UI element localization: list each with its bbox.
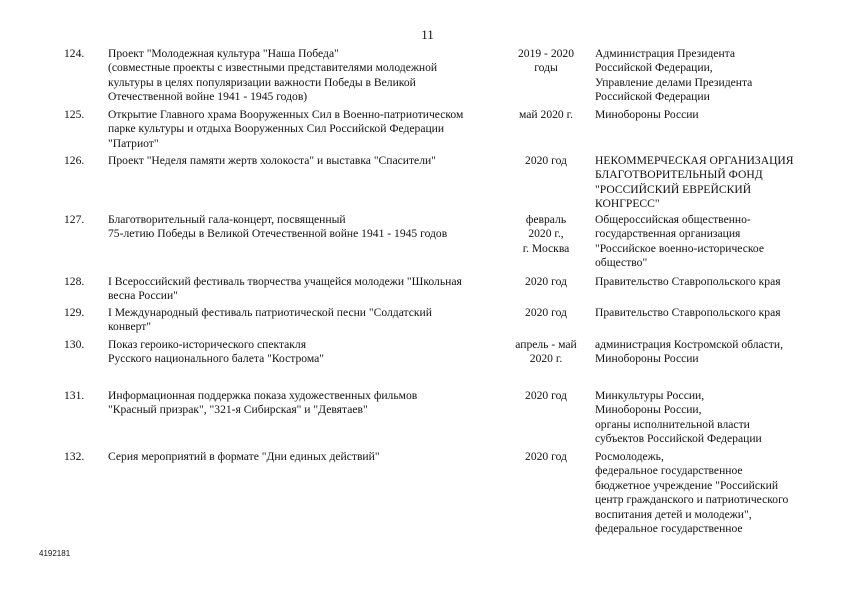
date-line: февраль [525, 213, 567, 226]
description-line: Отечественной войне 1941 - 1945 годов) [108, 90, 308, 104]
responsible-line: воспитания детей и молодежи", [595, 507, 752, 521]
page-number: 11 [421, 27, 434, 42]
description-line: 75-летию Победы в Великой Отечественной войне 1941 - 1945 годов [108, 227, 448, 241]
responsible-party [595, 154, 845, 212]
responsible-line: Правительство Ставропольского края [595, 306, 781, 319]
event-date [505, 338, 587, 367]
event-date [505, 213, 587, 256]
description-line: Благотворительный гала-концерт, посвященный [108, 213, 346, 226]
event-description [108, 389, 503, 418]
row-number: 125. [64, 108, 85, 121]
responsible-line: Правительство Ставропольского края [595, 275, 781, 288]
date-line: 2020 год [525, 154, 567, 167]
event-date [505, 154, 587, 168]
responsible-line: Росмолодежь, [595, 450, 664, 463]
responsible-line: Минобороны России [595, 108, 699, 121]
description-line: (совместные проекты с известными представителями молодежной [108, 61, 438, 75]
event-date [505, 108, 587, 122]
responsible-line: центр гражданского и патриотического [595, 493, 789, 507]
row-number: 129. [64, 306, 85, 319]
date-line: 2020 год [525, 275, 567, 288]
date-line: годы [534, 61, 558, 75]
description-line: "Патриот" [108, 136, 159, 150]
responsible-line: Общероссийская общественно- [595, 213, 751, 226]
date-line: 2020 г. [529, 352, 563, 366]
date-line: апрель - май [515, 338, 577, 351]
description-line: Русского национального балета "Кострома" [108, 352, 324, 366]
responsible-line: органы исполнительной власти [595, 417, 750, 431]
event-description [108, 275, 503, 304]
event-description [108, 108, 503, 151]
description-line: I Международный фестиваль патриотической песни "Солдатский [108, 306, 432, 319]
description-line: Информационная поддержка показа художественных фильмов [108, 389, 418, 402]
responsible-line: Минобороны России, [595, 403, 702, 417]
responsible-party [595, 450, 845, 536]
event-description [108, 213, 503, 242]
row-number: 124. [64, 47, 85, 60]
date-line: май 2020 г. [519, 108, 573, 121]
event-description [108, 338, 503, 367]
description-line: конверт" [108, 320, 152, 334]
description-line: "Красный призрак", "321-я Сибирская" и "Девятаев" [108, 403, 368, 417]
date-line: 2020 год [525, 389, 567, 402]
responsible-line: Управление делами Президента [595, 75, 753, 89]
date-line: г. Москва [522, 241, 570, 255]
description-line: Открытие Главного храма Вооруженных Сил в Военно-патриотическом [108, 108, 464, 121]
date-line: 2019 - 2020 [517, 47, 575, 60]
event-date [505, 389, 587, 403]
event-description [108, 450, 503, 464]
row-number: 127. [64, 213, 85, 226]
responsible-line: государственная организация [595, 227, 741, 241]
responsible-line: "Российское военно-историческое [595, 241, 764, 255]
event-date [505, 450, 587, 464]
event-date [505, 306, 587, 320]
responsible-line: общество" [595, 256, 648, 270]
responsible-party [595, 213, 845, 271]
responsible-line: субъектов Российской Федерации [595, 432, 762, 446]
responsible-line: федеральное государственное [595, 522, 743, 536]
row-number: 128. [64, 275, 85, 288]
description-line: Проект "Неделя памяти жертв холокоста" и выставка "Спасители" [108, 154, 436, 167]
row-number: 131. [64, 389, 85, 402]
row-number: 132. [64, 450, 85, 463]
row-number: 130. [64, 338, 85, 351]
event-date [505, 47, 587, 76]
responsible-party [595, 306, 845, 320]
responsible-line: федеральное государственное [595, 464, 743, 478]
row-number: 126. [64, 154, 85, 167]
description-line: культуры в целях популяризации важности Победы в Великой [108, 75, 416, 89]
responsible-line: КОНГРЕСС" [595, 197, 660, 211]
event-description [108, 154, 503, 168]
responsible-line: НЕКОММЕРЧЕСКАЯ ОРГАНИЗАЦИЯ [595, 154, 794, 167]
responsible-line: Российской Федерации, [595, 61, 713, 75]
description-line: парке культуры и отдыха Вооруженных Сил Российской Федерации [108, 122, 445, 136]
responsible-line: БЛАГОТВОРИТЕЛЬНЫЙ ФОНД [595, 168, 763, 182]
responsible-party [595, 338, 845, 367]
document-code: 4192181 [39, 549, 71, 558]
responsible-line: Минкультуры России, [595, 389, 705, 402]
event-description [108, 306, 503, 335]
responsible-line: Минобороны России [595, 352, 699, 366]
description-line: Серия мероприятий в формате "Дни единых действий" [108, 450, 380, 463]
date-line: 2020 год [525, 450, 567, 463]
date-line: 2020 г., [528, 227, 564, 241]
description-line: Проект "Молодежная культура "Наша Победа" [108, 47, 339, 60]
event-description [108, 47, 503, 105]
date-line: 2020 год [525, 306, 567, 319]
description-line: Показ героико-исторического спектакля [108, 338, 307, 351]
responsible-party [595, 47, 845, 105]
responsible-party [595, 389, 845, 447]
responsible-line: бюджетное учреждение "Российский [595, 478, 779, 492]
responsible-line: Российской Федерации [595, 90, 710, 104]
responsible-party [595, 275, 845, 289]
responsible-line: Администрация Президента [595, 47, 736, 60]
description-line: I Всероссийский фестиваль творчества учащейся молодежи "Школьная [108, 275, 462, 288]
responsible-line: администрация Костромской области, [595, 338, 783, 351]
responsible-line: "РОССИЙСКИЙ ЕВРЕЙСКИЙ [595, 182, 752, 196]
description-line: весна России" [108, 289, 178, 303]
event-date [505, 275, 587, 289]
responsible-party [595, 108, 845, 122]
